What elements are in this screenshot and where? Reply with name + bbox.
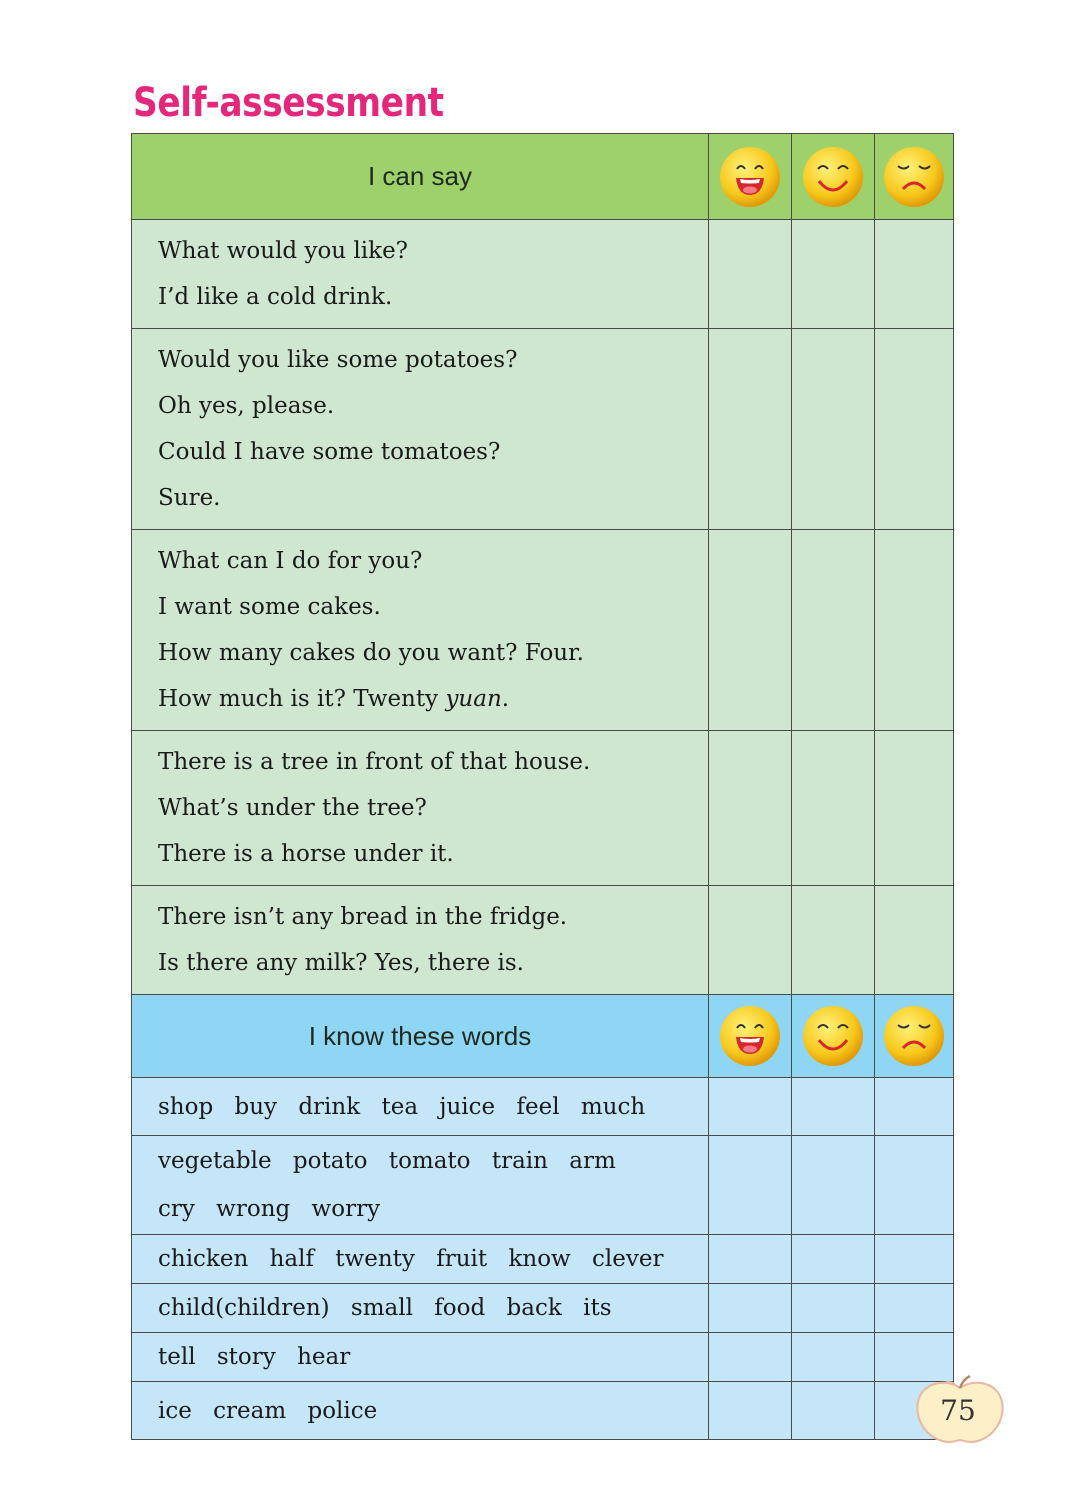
rating-cell-sad[interactable] (875, 329, 954, 530)
sad-face-icon (882, 1004, 946, 1068)
rating-cell-smiling[interactable] (792, 1284, 875, 1333)
word-line: shop buy drink tea juice feel much (158, 1093, 646, 1120)
sad-face-header-cell (875, 995, 954, 1078)
word-line: ice cream police (158, 1397, 378, 1424)
say-row-3 (132, 530, 954, 731)
word-list (132, 1078, 709, 1136)
sentence: Would you like some potatoes? (158, 347, 518, 373)
rating-cell-sad[interactable] (875, 530, 954, 731)
rating-cell-sad[interactable] (875, 886, 954, 995)
rating-cell-laughing[interactable] (709, 329, 792, 530)
word-list (132, 1136, 709, 1235)
sentence: There isn’t any bread in the fridge. (158, 904, 568, 930)
i-can-say-heading: I can say (132, 134, 709, 220)
smiling-face-icon (801, 145, 865, 209)
say-row-4 (132, 731, 954, 886)
i-know-words-header-row (132, 995, 954, 1078)
rating-cell-smiling[interactable] (792, 731, 875, 886)
say-sentences (132, 220, 709, 329)
sentence: There is a tree in front of that house. (158, 749, 591, 775)
rating-cell-laughing[interactable] (709, 1078, 792, 1136)
words-row-3 (132, 1235, 954, 1284)
say-sentences (132, 886, 709, 995)
rating-cell-laughing[interactable] (709, 731, 792, 886)
rating-cell-smiling[interactable] (792, 1235, 875, 1284)
say-sentences (132, 731, 709, 886)
sentence: What would you like? (158, 238, 409, 264)
smiling-face-icon (801, 1004, 865, 1068)
rating-cell-smiling[interactable] (792, 329, 875, 530)
words-row-4 (132, 1284, 954, 1333)
i-can-say-header-row (132, 134, 954, 220)
rating-cell-smiling[interactable] (792, 1333, 875, 1382)
rating-cell-smiling[interactable] (792, 530, 875, 731)
rating-cell-smiling[interactable] (792, 220, 875, 329)
rating-cell-laughing[interactable] (709, 530, 792, 731)
word-list (132, 1382, 709, 1440)
rating-cell-laughing[interactable] (709, 220, 792, 329)
sentence: I want some cakes. (158, 594, 381, 620)
say-row-1 (132, 220, 954, 329)
sentence: Sure. (158, 485, 221, 511)
say-row-5 (132, 886, 954, 995)
sentence: Is there any milk? Yes, there is. (158, 950, 524, 976)
rating-cell-sad[interactable] (875, 731, 954, 886)
rating-cell-laughing[interactable] (709, 1235, 792, 1284)
page-number: 75 (940, 1394, 976, 1427)
sentence-end: . (501, 686, 510, 712)
laughing-face-icon (718, 1004, 782, 1068)
rating-cell-smiling[interactable] (792, 1078, 875, 1136)
rating-cell-laughing[interactable] (709, 886, 792, 995)
word-line: child(children) small food back its (158, 1295, 612, 1321)
rating-cell-sad[interactable] (875, 1136, 954, 1235)
word-list (132, 1333, 709, 1382)
sentence: Oh yes, please. (158, 393, 335, 419)
smiling-face-header-cell (792, 134, 875, 220)
sentence: Could I have some tomatoes? (158, 439, 501, 465)
rating-cell-smiling[interactable] (792, 886, 875, 995)
sentence: What’s under the tree? (158, 795, 427, 821)
rating-cell-laughing[interactable] (709, 1333, 792, 1382)
sad-face-header-cell (875, 134, 954, 220)
rating-cell-sad[interactable] (875, 1284, 954, 1333)
sad-face-icon (882, 145, 946, 209)
rating-cell-laughing[interactable] (709, 1382, 792, 1440)
rating-cell-sad[interactable] (875, 1235, 954, 1284)
say-sentences (132, 329, 709, 530)
sentence-part: How much is it? Twenty (158, 686, 439, 712)
word-line: chicken half twenty fruit know clever (158, 1246, 664, 1272)
rating-cell-laughing[interactable] (709, 1284, 792, 1333)
smiling-face-header-cell (792, 995, 875, 1078)
sentence: How many cakes do you want? Four. (158, 640, 584, 666)
word-line: cry wrong worry (158, 1196, 381, 1222)
sentence: What can I do for you? (158, 548, 423, 574)
words-row-5 (132, 1333, 954, 1382)
words-row-6 (132, 1382, 954, 1440)
rating-cell-sad[interactable] (875, 1078, 954, 1136)
say-row-2 (132, 329, 954, 530)
say-sentences (132, 530, 709, 731)
rating-cell-sad[interactable] (875, 220, 954, 329)
laughing-face-header-cell (709, 134, 792, 220)
words-row-2 (132, 1136, 954, 1235)
word-line: vegetable potato tomato train arm (158, 1148, 616, 1174)
word-list (132, 1284, 709, 1333)
rating-cell-laughing[interactable] (709, 1136, 792, 1235)
page-title: Self-assessment (133, 80, 444, 126)
italic-word: yuan (445, 686, 502, 712)
words-row-1 (132, 1078, 954, 1136)
self-assessment-table (131, 133, 954, 1440)
word-line: tell story hear (158, 1344, 351, 1370)
laughing-face-header-cell (709, 995, 792, 1078)
sentence: There is a horse under it. (158, 841, 454, 867)
sentence: I’d like a cold drink. (158, 284, 393, 310)
laughing-face-icon (718, 145, 782, 209)
sentence (158, 676, 708, 722)
i-know-words-heading: I know these words (132, 995, 709, 1078)
word-list (132, 1235, 709, 1284)
rating-cell-smiling[interactable] (792, 1136, 875, 1235)
rating-cell-smiling[interactable] (792, 1382, 875, 1440)
